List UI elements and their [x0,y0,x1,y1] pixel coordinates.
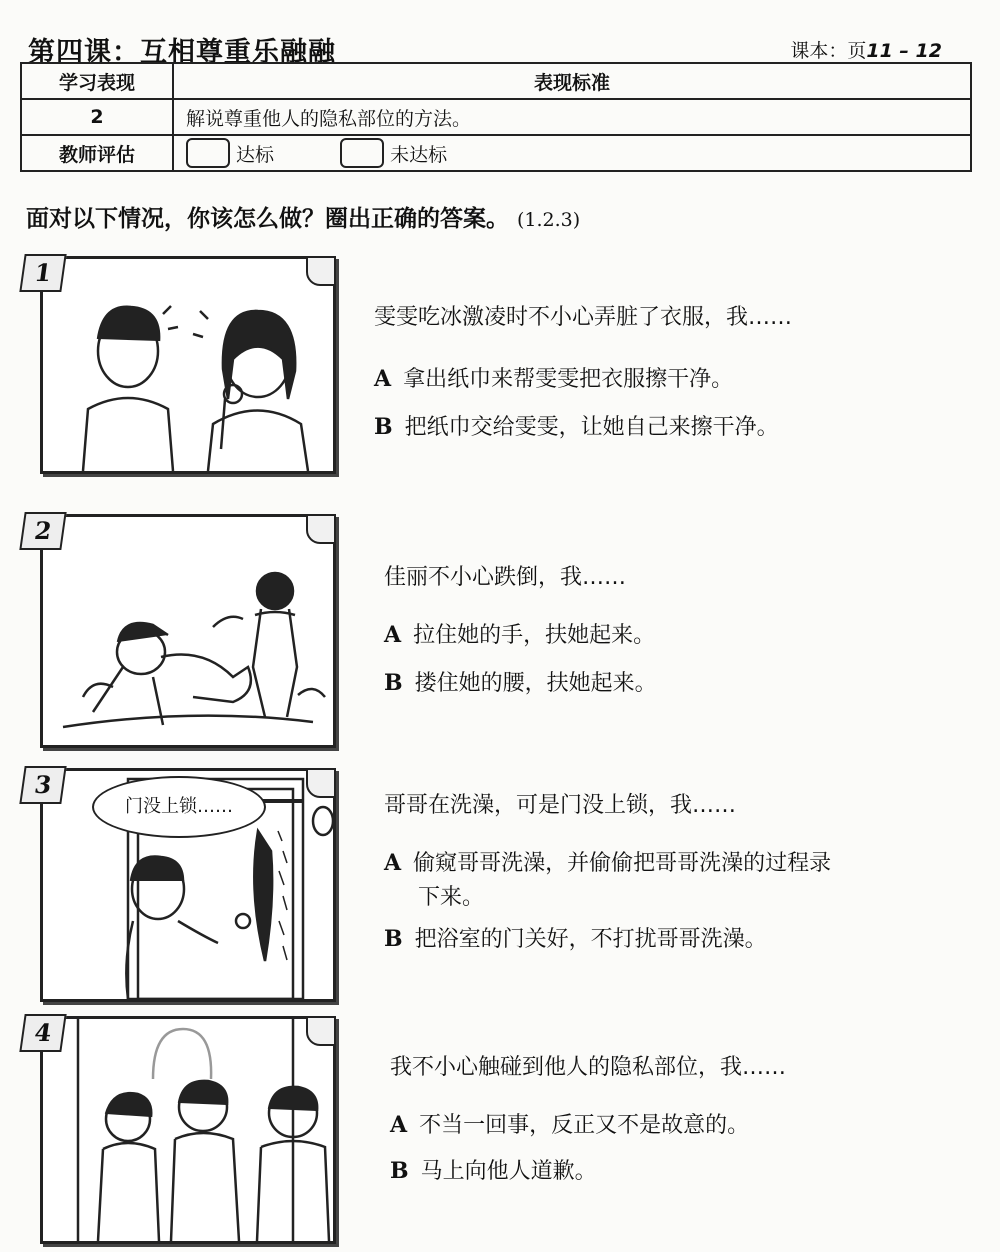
textbook-label: 课本：页 [790,40,867,62]
col2-header: 表现标准 [173,63,971,99]
question-stem: 哥哥在洗澡，可是门没上锁，我…… [384,793,737,818]
question-stem: 我不小心触碰到他人的隐私部位，我…… [390,1055,787,1080]
criteria-table [20,62,972,172]
option-text: 搂住她的腰，扶她起来。 [414,671,657,696]
option-text: 拉住她的手，扶她起来。 [413,623,656,648]
option-text: 马上向他人道歉。 [420,1159,597,1184]
table-row [21,135,971,171]
illustration-1-drawing [43,259,333,471]
instruction-text: 面对以下情况，你该怎么做？圈出正确的答案。 [26,206,509,232]
illustration-2 [40,514,336,748]
option-text: 把浴室的门关好，不打扰哥哥洗澡。 [414,927,767,952]
performance-level: 2 [21,99,173,135]
option-letter: A [374,366,392,392]
page-curl-icon [306,768,336,798]
textbook-ref [790,36,942,63]
option-a[interactable] [384,618,655,649]
option-text: 把纸巾交给雯雯，让她自己来擦干净。 [404,415,779,440]
performance-standard: 解说尊重他人的隐私部位的方法。 [173,99,971,135]
question-stem: 雯雯吃冰激凌时不小心弄脏了衣服，我…… [374,305,793,330]
option-b[interactable] [384,922,767,953]
option-letter: A [384,622,402,648]
option-letter: B [374,414,393,440]
thought-bubble [92,776,266,838]
illustration-2-drawing [43,517,333,745]
question-number: 3 [19,766,66,804]
option-text: 不当一回事，反正又不是故意的。 [419,1113,750,1138]
option-a-continued: 下来。 [418,885,485,910]
question-stem: 佳丽不小心跌倒，我…… [384,565,627,590]
option-b[interactable] [390,1154,597,1185]
table-row [21,63,971,99]
page-curl-icon [306,514,336,544]
option-letter: B [384,926,403,952]
option-letter: A [390,1112,408,1138]
eval-options [173,135,971,171]
option-a[interactable] [384,846,831,877]
option-letter: B [390,1158,409,1184]
instruction [26,200,580,233]
instruction-code: (1.2.3) [517,209,581,231]
page-curl-icon [306,1016,336,1046]
option-letter: A [384,850,402,876]
fail-label: 未达标 [390,143,448,166]
illustration-1 [40,256,336,474]
textbook-pages: 11 – 12 [866,40,942,62]
pass-label: 达标 [236,143,275,166]
eval-label: 教师评估 [21,135,173,171]
illustration-4-drawing [43,1019,333,1241]
option-b[interactable] [374,410,779,441]
question-number: 2 [19,512,66,550]
option-text: 拿出纸巾来帮雯雯把衣服擦干净。 [403,367,734,392]
option-a[interactable] [374,362,733,393]
question-number: 4 [19,1014,66,1052]
col1-header: 学习表现 [21,63,173,99]
pass-checkbox[interactable] [186,138,230,168]
illustration-4 [40,1016,336,1244]
option-a[interactable] [390,1108,749,1139]
option-letter: B [384,670,403,696]
table-row [21,99,971,135]
question-number: 1 [19,254,66,292]
thought-bubble-text: 门没上锁…… [125,796,233,817]
fail-checkbox[interactable] [340,138,384,168]
lesson-title: 第四课：互相尊重乐融融 [28,37,336,68]
option-b[interactable] [384,666,657,697]
option-text: 偷窥哥哥洗澡，并偷偷把哥哥洗澡的过程录 [413,851,832,876]
page-curl-icon [306,256,336,286]
